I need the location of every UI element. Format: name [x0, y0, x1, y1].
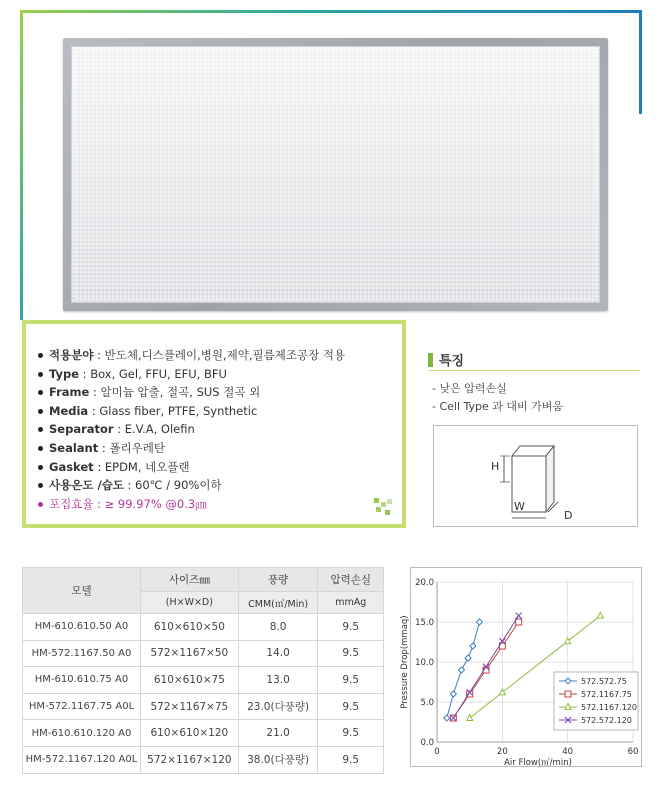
- x-tick-label: 0: [434, 747, 440, 757]
- header-flow: 풍량: [238, 568, 318, 592]
- cell-pressure: 9.5: [318, 667, 384, 694]
- y-tick-label: 10.0: [415, 658, 434, 668]
- dimension-diagram: [433, 425, 638, 527]
- data-point: [465, 655, 471, 661]
- chart-svg: [400, 568, 643, 768]
- feature-item: - Cell Type 과 대비 가벼움: [432, 400, 564, 413]
- header-model: 모델: [23, 568, 141, 614]
- spec-item: [38, 495, 345, 514]
- cell-flow: 13.0: [238, 667, 318, 694]
- spec-item: [38, 346, 345, 365]
- spec-key: Frame: [49, 385, 90, 400]
- table-row: [23, 746, 384, 773]
- data-point: [565, 638, 571, 644]
- spec-item: [38, 476, 345, 495]
- spec-value: : E.V.A, Olefin: [113, 422, 195, 437]
- data-point: [459, 667, 465, 673]
- data-point: [470, 643, 476, 649]
- bullet-icon: [38, 409, 43, 414]
- spec-item: [38, 458, 345, 477]
- feature-item: - 낮은 압력손실: [432, 382, 507, 395]
- subheader-flow: CMM(㎥/Min): [238, 592, 318, 614]
- features-title-text: 특징: [439, 354, 465, 369]
- x-axis-title: Air Flow(㎥/min): [504, 758, 572, 768]
- spec-item: [38, 439, 345, 458]
- bullet-icon: [38, 465, 43, 470]
- spec-value: : Box, Gel, FFU, EFU, BFU: [79, 366, 227, 381]
- spec-key: Gasket: [49, 459, 94, 474]
- frame-right-line: [639, 10, 642, 114]
- table-row: [23, 720, 384, 747]
- spec-item: [38, 383, 345, 402]
- filter-media-surface: [71, 46, 600, 303]
- legend-label: 572.1167.75: [581, 690, 632, 699]
- data-point: [476, 619, 482, 625]
- cell-model: HM-610.610.120 A0: [23, 720, 141, 747]
- bullet-icon: [38, 353, 43, 358]
- data-point: [499, 689, 505, 695]
- bullet-icon: [38, 427, 43, 432]
- cell-size: 610×610×120: [140, 720, 238, 747]
- features-title: [428, 350, 464, 369]
- spec-value: : 알미늄 압출, 절곡, SUS 절곡 외: [89, 385, 261, 400]
- bullet-icon: [38, 390, 43, 395]
- table-row: [23, 640, 384, 667]
- spec-key: Media: [49, 403, 89, 418]
- spec-list: [38, 346, 345, 513]
- depth-label: D: [564, 509, 573, 522]
- spec-value: 포집효율 : ≥ 99.97% @0.3㎛: [49, 496, 207, 511]
- cell-pressure: 9.5: [318, 614, 384, 641]
- cell-pressure: 9.5: [318, 746, 384, 773]
- section-bar-icon: [428, 353, 433, 367]
- cell-pressure: 9.5: [318, 720, 384, 747]
- x-tick-label: 60: [627, 747, 639, 757]
- header-size: 사이즈㎜: [140, 568, 238, 592]
- data-point: [450, 691, 456, 697]
- hepa-filter-product-image: [63, 38, 608, 311]
- header-pressure: 압력손실: [318, 568, 384, 592]
- data-point: [516, 619, 522, 625]
- spec-box: [22, 320, 406, 528]
- legend-label: 572.572.75: [581, 677, 627, 686]
- subheader-size: (H×W×D): [140, 592, 238, 614]
- features-divider: [428, 370, 640, 371]
- height-label: H: [491, 460, 500, 473]
- cell-size: 572×1167×75: [140, 693, 238, 720]
- x-tick-label: 20: [496, 747, 508, 757]
- cell-size: 572×1167×50: [140, 640, 238, 667]
- cell-flow: 38.0(다풍량): [238, 746, 318, 773]
- cell-flow: 23.0(다풍량): [238, 693, 318, 720]
- cell-size: 610×610×50: [140, 614, 238, 641]
- spec-value: : EPDM, 네오플랜: [93, 459, 190, 474]
- table-row: [23, 614, 384, 641]
- spec-key: Type: [49, 366, 80, 381]
- y-tick-label: 15.0: [415, 618, 434, 628]
- cell-flow: 8.0: [238, 614, 318, 641]
- pressure-drop-chart: [400, 567, 642, 768]
- table-body: [23, 614, 384, 774]
- cell-flow: 21.0: [238, 720, 318, 747]
- spec-item: [38, 402, 345, 421]
- frame-left-line: [20, 10, 23, 320]
- spec-item: [38, 365, 345, 384]
- cell-model: HM-572.1167.50 A0: [23, 640, 141, 667]
- box-dimension-icon: [434, 426, 639, 528]
- x-tick-label: 40: [562, 747, 574, 757]
- y-tick-label: 0.0: [420, 738, 434, 748]
- cell-size: 572×1167×120: [140, 746, 238, 773]
- cell-model: HM-572.1167.120 A0L: [23, 746, 141, 773]
- spec-value: : 60℃ / 90%이하: [123, 478, 222, 493]
- model-spec-table: [22, 567, 384, 774]
- legend-label: 572.1167.120: [581, 703, 637, 712]
- frame-top-line: [20, 10, 642, 13]
- spec-key: Sealant: [49, 440, 99, 455]
- cell-model: HM-572.1167.75 A0L: [23, 693, 141, 720]
- data-point: [444, 715, 450, 721]
- spec-key: Separator: [49, 422, 114, 437]
- bullet-icon: [38, 483, 43, 488]
- bullet-icon: [38, 372, 43, 377]
- legend-marker-icon: [565, 691, 571, 697]
- spec-key: 사용온도 /습도: [49, 478, 124, 493]
- cell-model: HM-610.610.75 A0: [23, 667, 141, 694]
- y-tick-label: 20.0: [415, 578, 434, 588]
- spec-value: : Glass fiber, PTFE, Synthetic: [88, 403, 258, 418]
- y-axis-title: Pressure Drop(mmaq): [400, 615, 410, 709]
- spec-value: : 폴리우레탄: [98, 440, 165, 455]
- width-label: W: [514, 500, 525, 513]
- bullet-icon: [38, 502, 43, 507]
- data-point: [467, 715, 473, 721]
- subheader-pressure: mmAg: [318, 592, 384, 614]
- data-point: [597, 612, 603, 618]
- cell-pressure: 9.5: [318, 640, 384, 667]
- legend-label: 572.572.120: [581, 716, 632, 725]
- data-point: [516, 613, 522, 619]
- spec-value: : 반도체,디스플레이,병원,제약,필름제조공장 적용: [93, 348, 346, 362]
- cell-size: 610×610×75: [140, 667, 238, 694]
- table-row: [23, 667, 384, 694]
- cell-pressure: 9.5: [318, 693, 384, 720]
- bullet-icon: [38, 446, 43, 451]
- spec-item: [38, 420, 345, 439]
- y-tick-label: 5.0: [420, 698, 434, 708]
- decorative-squares-icon: [374, 498, 392, 516]
- table-row: [23, 693, 384, 720]
- cell-model: HM-610.610.50 A0: [23, 614, 141, 641]
- cell-flow: 14.0: [238, 640, 318, 667]
- spec-key: 적용분야: [49, 348, 94, 362]
